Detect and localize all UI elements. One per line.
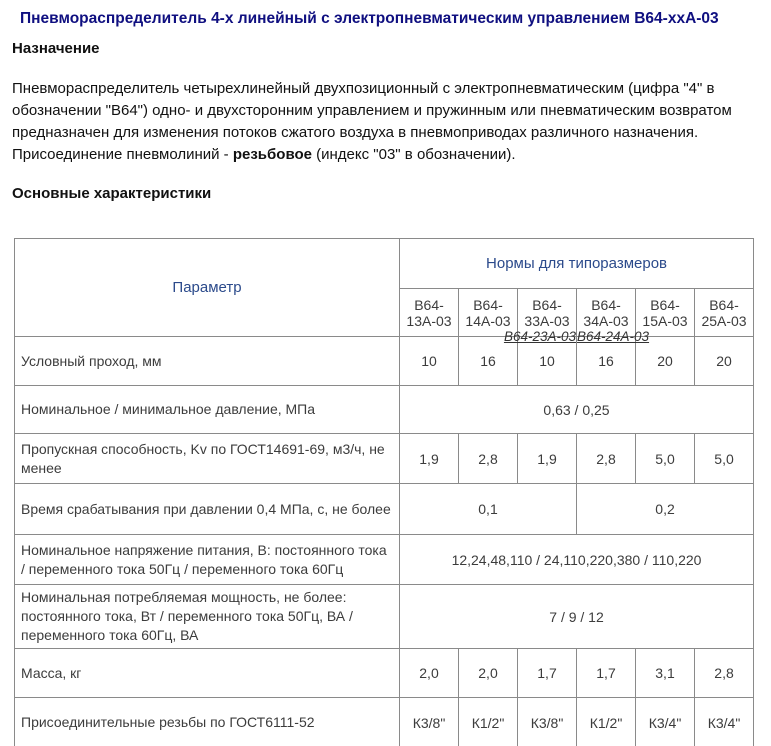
table-row	[15, 585, 754, 649]
characteristics-heading: Основные характеристики	[12, 185, 212, 202]
column-header-line2: 34А-03	[583, 312, 629, 329]
value-cell: 10	[518, 337, 577, 386]
column-header-line2: 33А-03	[524, 312, 570, 329]
column-header-line1: В64-	[473, 296, 503, 313]
value-cell: 0,2	[577, 484, 754, 535]
value-cell: К3/4"	[636, 698, 695, 746]
value-cell: 16	[577, 337, 636, 386]
value-cell: 1,9	[400, 434, 459, 484]
param-label: Масса, кг	[15, 649, 400, 698]
column-header-line1: В64-	[650, 296, 680, 313]
table-row	[15, 698, 754, 746]
column-header-line2: 13А-03	[406, 312, 452, 329]
value-cell: 20	[636, 337, 695, 386]
column-header-line1: В64-	[532, 296, 562, 313]
value-cell: К3/8"	[518, 698, 577, 746]
value-cell: 2,0	[400, 649, 459, 698]
param-label: Условный проход, мм	[15, 337, 400, 386]
table-row	[15, 649, 754, 698]
column-header-line1: В64-	[414, 296, 444, 313]
param-label: Присоединительные резьбы по ГОСТ6111-52	[15, 698, 400, 746]
column-header	[503, 289, 577, 344]
column-header-line2: 25А-03	[701, 312, 747, 329]
table-header-row-1	[15, 239, 754, 289]
value-cell: 2,8	[695, 649, 754, 698]
value-cell: 0,1	[400, 484, 577, 535]
model-link[interactable]: В64-23А-03	[503, 329, 576, 344]
table-body	[15, 337, 754, 746]
param-label: Номинальное напряжение питания, В: постоянного тока / переменного тока 50Гц / переменного тока 60Гц	[15, 535, 400, 585]
value-cell: 1,7	[518, 649, 577, 698]
value-cell: 5,0	[695, 434, 754, 484]
column-header-line2: 15А-03	[642, 312, 688, 329]
page-title: Пневмораспределитель 4-х линейный с электропневматическим управлением В64-ххА-03	[20, 10, 719, 27]
column-header-line2: 14А-03	[465, 312, 511, 329]
param-label: Номинальное / минимальное давление, МПа	[15, 386, 400, 434]
param-label: Пропускная способность, Kv по ГОСТ14691-69, м3/ч, не менее	[15, 434, 400, 484]
value-cell: 0,63 / 0,25	[400, 386, 754, 434]
norms-group-header: Нормы для типоразмеров	[400, 239, 754, 289]
model-link[interactable]: В64-24А-03	[577, 329, 650, 344]
paragraph-text-start: Пневмораспределитель четырехлинейный двухпозиционный с электропневматическим (цифра "4" в обозначении "В64") одно- и двухсторонним управлением и пружинным или пневматическим возвратом предназначен для изменения потоков сжатого воздуха в пневмоприводах различного назначения. Присоединение пневмолиний -	[12, 80, 732, 163]
value-cell: 5,0	[636, 434, 695, 484]
table-row	[15, 386, 754, 434]
column-header	[695, 289, 754, 337]
paragraph-text-end: (индекс "03" в обозначении).	[311, 146, 516, 163]
value-cell: 2,0	[459, 649, 518, 698]
column-header	[400, 289, 459, 337]
param-label: Номинальная потребляемая мощность, не более: постоянного тока, Вт / переменного тока 50Гц, ВА / переменного тока 60Гц, ВА	[15, 585, 400, 649]
value-cell: 1,9	[518, 434, 577, 484]
value-cell: 2,8	[459, 434, 518, 484]
value-cell: 16	[459, 337, 518, 386]
value-cell: 3,1	[636, 649, 695, 698]
paragraph-bold-term: резьбовое	[232, 146, 312, 163]
value-cell: К3/8"	[400, 698, 459, 746]
purpose-heading: Назначение	[12, 40, 100, 57]
value-cell: 1,7	[577, 649, 636, 698]
param-label: Время срабатывания при давлении 0,4 МПа, с, не более	[15, 484, 400, 535]
param-column-header: Параметр	[15, 239, 400, 337]
table-header	[15, 239, 754, 344]
column-header	[577, 289, 650, 344]
column-header-line1: В64-	[709, 296, 739, 313]
value-cell: 20	[695, 337, 754, 386]
table-row	[15, 484, 754, 535]
column-header-line1: В64-	[591, 296, 621, 313]
value-cell: К3/4"	[695, 698, 754, 746]
characteristics-table	[14, 238, 754, 746]
value-cell: 12,24,48,110 / 24,110,220,380 / 110,220	[400, 535, 754, 585]
value-cell: К1/2"	[577, 698, 636, 746]
value-cell: 2,8	[577, 434, 636, 484]
purpose-paragraph	[12, 78, 760, 166]
table-row	[15, 535, 754, 585]
value-cell: 10	[400, 337, 459, 386]
value-cell: К1/2"	[459, 698, 518, 746]
value-cell: 7 / 9 / 12	[400, 585, 754, 649]
table-row	[15, 434, 754, 484]
